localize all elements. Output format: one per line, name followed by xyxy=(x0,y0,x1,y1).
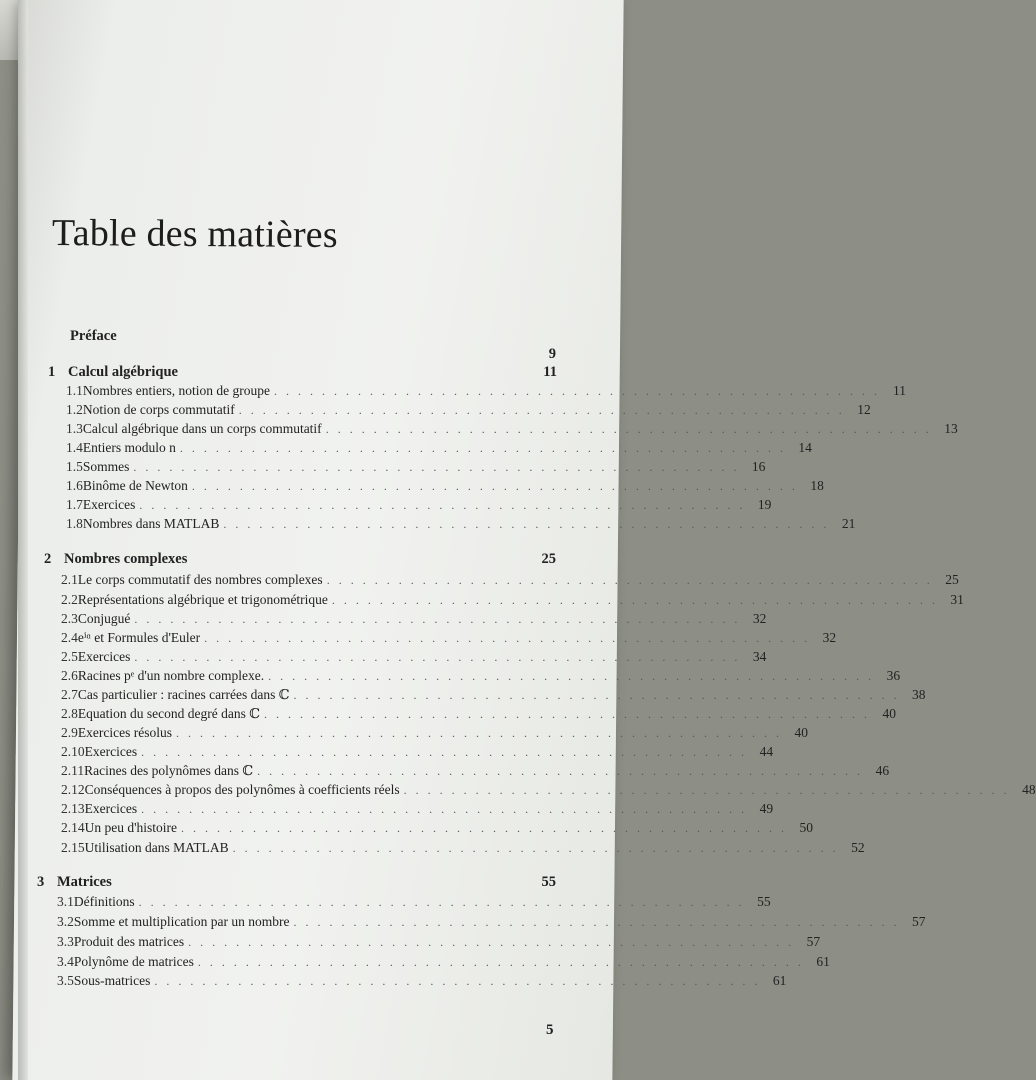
section-number: 2.7 xyxy=(61,687,78,702)
leader-dots: . . . . . . . . . . . . . . . . . . . . . . . . . . . . . . . . . . . . . . . . . . . . . . . . . . . xyxy=(273,384,880,398)
leader-dots: . . . . . . . . . . . . . . . . . . . . . . . . . . . . . . . . . . . . . . . . . . . . . . . . . . . xyxy=(238,403,845,417)
section-title: Produit des matrices xyxy=(73,934,185,949)
section-number: 1.3 xyxy=(66,421,83,436)
toc-section-row xyxy=(61,630,837,648)
section-title: Cas particulier : racines carrées dans ℂ xyxy=(77,687,290,702)
section-number: 1.4 xyxy=(66,440,83,455)
leader-dots: . . . . . . . . . . . . . . . . . . . . . . . . . . . . . . . . . . . . . . . . . . . . . . . . . . . xyxy=(403,783,1010,797)
leader-dots: . . . . . . . . . . . . . . . . . . . . . . . . . . . . . . . . . . . . . . . . . . . . . . . . . . . xyxy=(141,802,748,816)
page-reference: 31 xyxy=(950,592,964,607)
folio-page-number: 5 xyxy=(546,1022,554,1038)
section-number: 2.4 xyxy=(61,630,78,645)
toc-section-row xyxy=(61,801,774,819)
section-number: 2.1 xyxy=(61,572,78,587)
section-number: 1.2 xyxy=(66,402,83,417)
toc-section-row xyxy=(61,840,865,858)
page-reference: 11 xyxy=(543,364,557,380)
toc-section-row xyxy=(57,914,926,932)
leader-dots: . . . . . . . . . . . . . . . . . . . . . . . . . . . . . . . . . . . . . . . . . . . . . . . . . . . xyxy=(175,726,782,740)
toc-section-row xyxy=(61,820,814,838)
section-number: 1.8 xyxy=(66,516,83,531)
leader-dots: . . . . . . . . . . . . . . . . . . . . . . . . . . . . . . . . . . . . . . . . . . . . . . . . . . . xyxy=(325,422,932,436)
section-title: Conjugué xyxy=(77,611,131,626)
page-reference: 25 xyxy=(541,551,556,567)
section-title: Equation du second degré dans ℂ xyxy=(77,706,260,721)
page-reference: 25 xyxy=(945,572,959,587)
section-title: Exercices résolus xyxy=(77,725,172,740)
toc-section-row xyxy=(57,954,830,972)
toc-section-row xyxy=(66,478,824,496)
leader-dots: . . . . . . . . . . . . . . . . . . . . . . . . . . . . . . . . . . . . . . . . . . . . . . . . . . . xyxy=(223,517,830,531)
page-reference: 44 xyxy=(759,744,774,759)
chapter-number: 2 xyxy=(44,551,52,567)
page-reference: 34 xyxy=(752,649,767,664)
page-reference: 19 xyxy=(757,497,772,512)
leader-dots: . . . . . . . . . . . . . . . . . . . . . . . . . . . . . . . . . . . . . . . . . . . . . . . . . . . xyxy=(134,612,741,626)
toc-section-row xyxy=(61,668,901,686)
section-number: 2.15 xyxy=(61,840,85,855)
section-title: Représentations algébrique et trigonométrique xyxy=(77,592,328,607)
leader-dots: . . . . . . . . . . . . . . . . . . . . . . . . . . . . . . . . . . . . . . . . . . . . . . . . . . . xyxy=(191,479,798,493)
section-number: 2.11 xyxy=(61,763,85,778)
leader-dots: . . . . . . . . . . . . . . . . . . . . . . . . . . . . . . . . . . . . . . . . . . . . . . . . . . . xyxy=(268,669,875,683)
section-number: 1.6 xyxy=(66,478,83,493)
toc-section-row xyxy=(61,649,767,667)
toc-section-row xyxy=(66,516,856,534)
section-number: 2.5 xyxy=(61,649,78,664)
leader-dots: . . . . . . . . . . . . . . . . . . . . . . . . . . . . . . . . . . . . . . . . . . . . . . . . . . . xyxy=(293,915,900,929)
preface-title: Préface xyxy=(70,328,117,344)
toc-preface-page xyxy=(520,346,556,364)
toc-section-row xyxy=(66,440,812,458)
page-reference: 18 xyxy=(810,478,824,493)
toc-section-row xyxy=(61,572,959,590)
leader-dots: . . . . . . . . . . . . . . . . . . . . . . . . . . . . . . . . . . . . . . . . . . . . . . . . . . . xyxy=(181,821,788,835)
toc-preface-label xyxy=(70,328,117,346)
section-number: 3.3 xyxy=(57,934,74,949)
page-reference: 21 xyxy=(841,516,856,531)
section-number: 2.14 xyxy=(61,820,85,835)
section-number: 3.2 xyxy=(57,914,74,929)
section-title: Binôme de Newton xyxy=(82,478,188,493)
page-reference: 32 xyxy=(752,611,767,626)
leader-dots: . . . . . . . . . . . . . . . . . . . . . . . . . . . . . . . . . . . . . . . . . . . . . . . . . . . xyxy=(232,841,839,855)
chapter-number: 3 xyxy=(37,874,45,890)
toc-section-row xyxy=(57,934,821,952)
page-reference: 36 xyxy=(886,668,901,683)
section-number: 2.12 xyxy=(61,782,85,797)
page-reference: 12 xyxy=(857,402,871,417)
leader-dots: . . . . . . . . . . . . . . . . . . . . . . . . . . . . . . . . . . . . . . . . . . . . . . . . . . . xyxy=(139,498,746,512)
section-title: Exercices xyxy=(77,649,131,664)
section-title: Définitions xyxy=(73,894,135,909)
section-number: 3.5 xyxy=(57,973,74,988)
section-title: Racines des polynômes dans ℂ xyxy=(84,763,254,778)
section-title: Nombres dans MATLAB xyxy=(82,516,220,531)
leader-dots: . . . . . . . . . . . . . . . . . . . . . . . . . . . . . . . . . . . . . . . . . . . . . . . . . . . xyxy=(257,764,864,778)
leader-dots: . . . . . . . . . . . . . . . . . . . . . . . . . . . . . . . . . . . . . . . . . . . . . . . . . . . xyxy=(204,631,811,645)
page-reference: 57 xyxy=(911,914,926,929)
section-title: Calcul algébrique dans un corps commutatif xyxy=(82,421,322,436)
page-reference: 14 xyxy=(798,440,812,455)
section-number: 2.13 xyxy=(61,801,85,816)
page-reference: 57 xyxy=(806,934,821,949)
page-title: Table des matières xyxy=(51,212,338,256)
page-reference: 16 xyxy=(751,459,766,474)
page-reference: 61 xyxy=(816,954,830,969)
section-title: Le corps commutatif des nombres complexes xyxy=(77,572,323,587)
section-title: Entiers modulo n xyxy=(82,440,176,455)
leader-dots: . . . . . . . . . . . . . . . . . . . . . . . . . . . . . . . . . . . . . . . . . . . . . . . . . . . xyxy=(179,441,786,455)
toc-section-row xyxy=(66,402,871,420)
section-title: Conséquences à propos des polynômes à coefficients réels xyxy=(84,782,400,797)
section-number: 3.4 xyxy=(57,954,74,969)
leader-dots: . . . . . . . . . . . . . . . . . . . . . . . . . . . . . . . . . . . . . . . . . . . . . . . . . . . xyxy=(263,707,870,721)
toc-chapter-row xyxy=(44,551,556,569)
toc-section-row xyxy=(61,706,896,724)
page-reference: 11 xyxy=(892,383,906,398)
section-title: Un peu d'histoire xyxy=(84,820,178,835)
page-reference: 13 xyxy=(944,421,958,436)
section-title: Somme et multiplication par un nombre xyxy=(73,914,290,929)
leader-dots: . . . . . . . . . . . . . . . . . . . . . . . . . . . . . . . . . . . . . . . . . . . . . . . . . . . xyxy=(133,460,740,474)
chapter-title: Nombres complexes xyxy=(64,551,188,567)
leader-dots: . . . . . . . . . . . . . . . . . . . . . . . . . . . . . . . . . . . . . . . . . . . . . . . . . . . xyxy=(293,688,900,702)
toc-section-row xyxy=(61,744,774,762)
section-title: Sous-matrices xyxy=(73,973,151,988)
section-title: Racines pᵉ d'un nombre complexe. xyxy=(77,668,265,683)
page-reference: 55 xyxy=(757,894,771,909)
section-number: 1.5 xyxy=(66,459,83,474)
section-title: Exercices xyxy=(84,801,138,816)
chapter-number: 1 xyxy=(48,364,56,380)
toc-section-row xyxy=(57,894,771,912)
section-title: Utilisation dans MATLAB xyxy=(84,840,229,855)
page-reference: 32 xyxy=(822,630,837,645)
toc-section-row xyxy=(66,383,906,401)
chapter-title: Matrices xyxy=(57,874,112,890)
leader-dots: . . . . . . . . . . . . . . . . . . . . . . . . . . . . . . . . . . . . . . . . . . . . . . . . . . . xyxy=(141,745,748,759)
leader-dots: . . . . . . . . . . . . . . . . . . . . . . . . . . . . . . . . . . . . . . . . . . . . . . . . . . . xyxy=(138,895,745,909)
toc-section-row xyxy=(66,497,772,515)
page-reference: 38 xyxy=(912,687,926,702)
section-title: Notion de corps commutatif xyxy=(82,402,235,417)
page-reference: 48 xyxy=(1022,782,1036,797)
leader-dots: . . . . . . . . . . . . . . . . . . . . . . . . . . . . . . . . . . . . . . . . . . . . . . . . . . . xyxy=(188,935,795,949)
section-title: Polynôme de matrices xyxy=(73,954,194,969)
section-number: 2.8 xyxy=(61,706,78,721)
leader-dots: . . . . . . . . . . . . . . . . . . . . . . . . . . . . . . . . . . . . . . . . . . . . . . . . . . . xyxy=(326,573,933,587)
section-title: Exercices xyxy=(84,744,138,759)
leader-dots: . . . . . . . . . . . . . . . . . . . . . . . . . . . . . . . . . . . . . . . . . . . . . . . . . . . xyxy=(134,650,741,664)
toc-section-row xyxy=(61,611,767,629)
section-number: 1.1 xyxy=(66,383,83,398)
section-title: Nombres entiers, notion de groupe xyxy=(82,383,270,398)
toc-chapter-row xyxy=(37,874,556,892)
toc-section-row xyxy=(61,687,926,705)
chapter-title: Calcul algébrique xyxy=(68,364,178,380)
page-reference: 61 xyxy=(772,973,787,988)
section-number: 2.6 xyxy=(61,668,78,683)
section-number: 1.7 xyxy=(66,497,83,512)
section-title: Sommes xyxy=(82,459,130,474)
leader-dots: . . . . . . . . . . . . . . . . . . . . . . . . . . . . . . . . . . . . . . . . . . . . . . . . . . . xyxy=(197,955,804,969)
toc-section-row xyxy=(66,421,958,439)
toc-section-row xyxy=(61,782,1036,800)
toc-section-row xyxy=(61,592,964,610)
leader-dots: . . . . . . . . . . . . . . . . . . . . . . . . . . . . . . . . . . . . . . . . . . . . . . . . . . . xyxy=(331,593,938,607)
toc-chapter-row xyxy=(48,364,557,382)
section-number: 3.1 xyxy=(57,894,74,909)
page-reference: 55 xyxy=(541,874,556,890)
page-reference: 52 xyxy=(851,840,865,855)
section-number: 2.3 xyxy=(61,611,78,626)
toc-section-row xyxy=(61,725,808,743)
page-reference: 40 xyxy=(794,725,808,740)
page-reference: 9 xyxy=(548,346,556,362)
section-title: eⁱᵅ et Formules d'Euler xyxy=(77,630,201,645)
page-reference: 49 xyxy=(759,801,774,816)
toc-section-row xyxy=(57,973,787,991)
section-number: 2.9 xyxy=(61,725,78,740)
leader-dots: . . . . . . . . . . . . . . . . . . . . . . . . . . . . . . . . . . . . . . . . . . . . . . . . . . . xyxy=(154,974,761,988)
toc-section-row xyxy=(66,459,766,477)
section-title: Exercices xyxy=(82,497,136,512)
toc-section-row xyxy=(61,763,890,781)
section-number: 2.2 xyxy=(61,592,78,607)
page-reference: 40 xyxy=(882,706,896,721)
page-reference: 50 xyxy=(799,820,814,835)
page-reference: 46 xyxy=(875,763,890,778)
section-number: 2.10 xyxy=(61,744,85,759)
